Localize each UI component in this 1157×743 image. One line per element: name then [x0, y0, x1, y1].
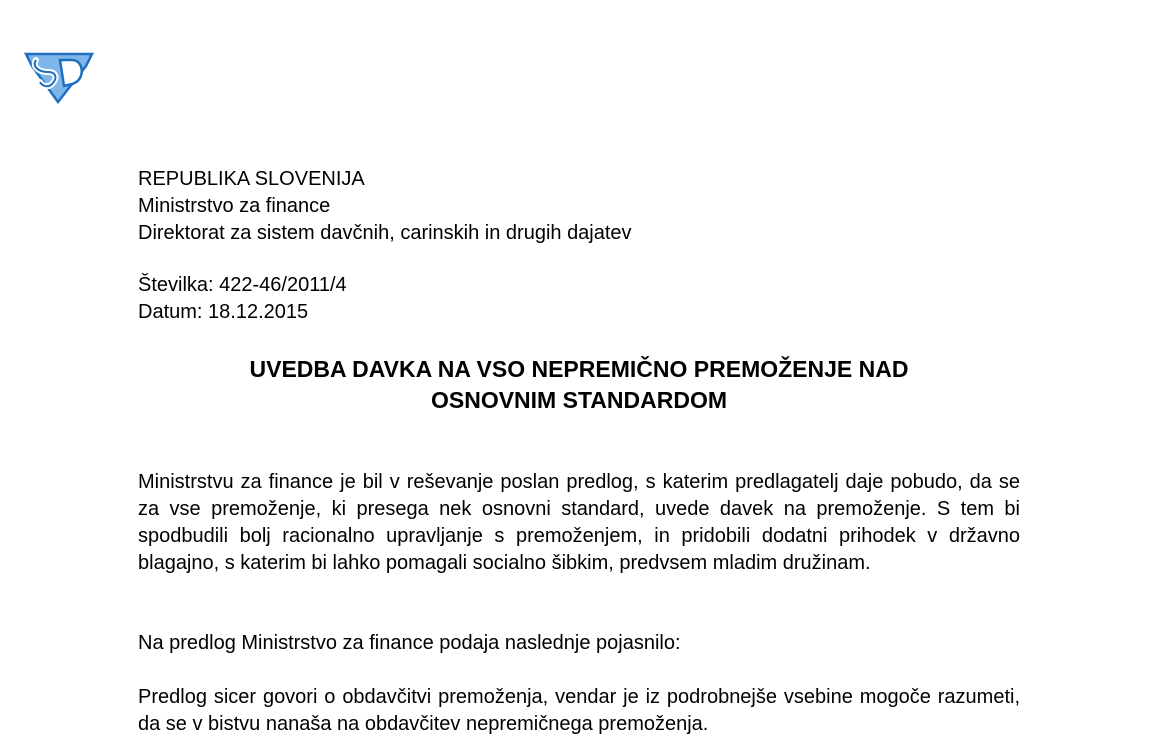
paragraph-text: Ministrstvu za finance je bil v reševanje poslan predlog, s katerim predlagatelj daje pobudo, da se za vse premoženje, ki presega nek osnovni standard, uvede davek na premoženje. S tem bi spodbudili bolj racionalno upravljanje s premoženjem, in pridobili dodatni prihodek v državno blagajno, s katerim bi lahko pomagali socialno šibkim, predvsem mladim družinam.: [138, 471, 1020, 574]
directorate-name: Direktorat za sistem davčnih, carinskih in drugih dajatev: [138, 222, 632, 244]
ministry-name: Ministrstvo za finance: [138, 195, 331, 217]
paragraph-text: Na predlog Ministrstvo za finance podaja naslednje pojasnilo:: [138, 632, 681, 654]
body-paragraph-1: [138, 469, 1020, 577]
document-date: Datum: 18.12.2015: [138, 301, 309, 323]
body-paragraph-2: [138, 630, 1020, 657]
paragraph-text: Predlog sicer govori o obdavčitvi premoženja, vendar je iz podrobnejše vsebine mogoče razumeti, da se v bistvu nanaša na obdavčitev nepremičnega premoženja.: [138, 686, 1020, 735]
document-number: Številka: 422-46/2011/4: [138, 274, 347, 296]
body-paragraph-3: [138, 684, 1020, 738]
document-title: [138, 354, 1020, 416]
org-name: REPUBLIKA SLOVENIJA: [138, 168, 365, 190]
document-references: [138, 272, 347, 326]
title-line-1: UVEDBA DAVKA NA VSO NEPREMIČNO PREMOŽENJE NAD: [249, 356, 909, 382]
letterhead: [138, 166, 632, 247]
title-line-2: OSNOVNIM STANDARDOM: [430, 387, 727, 413]
shield-logo-icon: [22, 46, 96, 104]
